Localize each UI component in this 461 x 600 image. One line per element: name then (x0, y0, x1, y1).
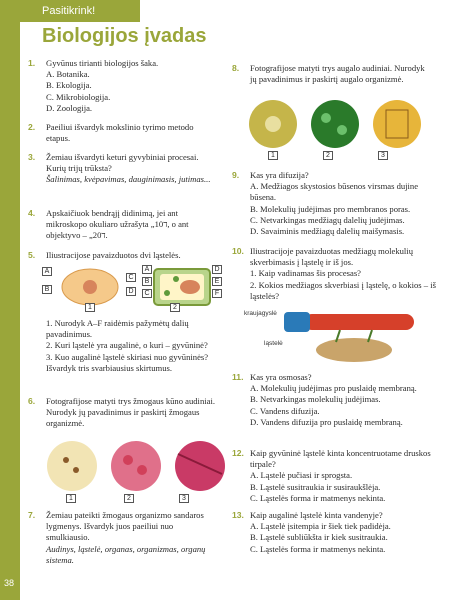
question-text: Fotografijose matyti trys augalo audiniai. Nurodyk jų pavadinimus ir paskirtį augalo organizmė. (250, 63, 425, 85)
question-text: Kaip gyvūninė ląstelė kinta koncentruotame druskos tirpale? (250, 448, 431, 470)
question-5-sub (28, 318, 218, 374)
option-c: C. Vandens difuzija. (250, 405, 320, 416)
question-8 (232, 63, 432, 85)
question-number: 11. (232, 372, 244, 382)
sub-question: 1. Kaip vadinamas šis procesas? (250, 268, 361, 279)
page-header (20, 0, 461, 54)
figure-number-1: 1 (85, 303, 95, 312)
label-c: C (126, 273, 136, 282)
label-b: B (42, 285, 52, 294)
figure-number-3: 3 (179, 494, 189, 503)
label-c2: C (142, 289, 152, 298)
label-d2: D (212, 265, 222, 274)
question-text: Iliustracijose pavaizduotos dvi ląstelės. (46, 250, 181, 260)
option-c: C. Netvarkingas medžiagų dalelių judėjimas. (250, 214, 405, 225)
label-d: D (126, 287, 136, 296)
question-number: 3. (28, 152, 36, 162)
question-text: Apskaičiuok bendrąjį didinimą, jei ant mikroskopo okuliaro užrašyta „10ד, o ant objektyvo – „20ד. (46, 208, 189, 241)
question-text: Žemiau pateikti žmogaus organizmo sandaros lygmenys. Išvardyk juos paeiliui nuo smulkiausio. (46, 510, 204, 543)
question-7 (28, 510, 218, 566)
option-b: B. Ląstelė subliūkšta ir kiek susitraukia. (250, 532, 388, 543)
figure-number-2: 2 (170, 303, 180, 312)
question-italic: Šalinimas, kvėpavimas, dauginimasis, jutimas... (46, 174, 211, 185)
question-2 (28, 122, 218, 144)
option-a: A. Molekulių judėjimas pro puslaidę membraną. (250, 383, 417, 394)
question-number: 10. (232, 246, 244, 256)
figure-number-2: 2 (323, 151, 333, 160)
question-4 (28, 208, 218, 242)
plant-tissue-photos (246, 98, 426, 150)
option-b: B. Molekulių judėjimas pro membranos poras. (250, 203, 411, 214)
option-d: D. Zoologija. (46, 102, 93, 113)
human-tissue-svg (44, 440, 234, 496)
question-13 (232, 510, 442, 555)
option-c: C. Mikrobiologija. (46, 91, 111, 102)
question-number: 5. (28, 250, 36, 260)
option-b: B. Ląstelė susitraukia ir susiraukšlėja. (250, 481, 381, 492)
header-tag: Pasitikrink! (42, 5, 96, 17)
sub-question: 1. Nurodyk A–F raidėmis pažymėtų dalių pavadinimus. (46, 318, 189, 340)
human-tissue-photos (44, 440, 234, 496)
figure-number-3: 3 (378, 151, 388, 160)
question-number: 12. (232, 448, 244, 458)
option-a: A. Ląstelė įsitempia ir šiek tiek padidėja. (250, 521, 391, 532)
plant-tissue-svg (246, 98, 426, 150)
option-a: A. Medžiagos skystosios būsenos virsmas dujine būsena. (250, 181, 419, 203)
question-text: Kas yra osmosas? (250, 372, 312, 382)
question-text: Žemiau išvardyti keturi gyvybiniai procesai. Kurių trijų trūksta? (46, 152, 199, 174)
option-c: C. Ląstelės forma ir matmenys nekinta. (250, 543, 386, 554)
question-5 (28, 250, 218, 261)
question-6 (28, 396, 218, 430)
question-number: 6. (28, 396, 36, 406)
option-a: A. Ląstelė pučiasi ir sprogsta. (250, 470, 353, 481)
label-f2: F (212, 289, 222, 298)
sub-question: 2. Kuri ląstelė yra augalinė, o kuri – gyvūninė? (46, 340, 208, 351)
question-number: 8. (232, 63, 240, 73)
page-sidebar (0, 0, 20, 600)
question-text: Paeiliui išvardyk mokslinio tyrimo metodo etapus. (46, 122, 194, 144)
option-d: D. Savaiminis medžiagų dalelių maišymasis. (250, 226, 405, 237)
question-number: 4. (28, 208, 36, 218)
label-b2: B (142, 277, 152, 286)
question-text: Gyvūnus tirianti biologijos šaka. (46, 58, 159, 68)
question-10 (232, 246, 442, 302)
blood-vessel-label: kraujagyslė (244, 310, 277, 317)
question-text: Kaip augalinė ląstelė kinta vandenyje? (250, 510, 383, 520)
question-9 (232, 170, 442, 237)
question-italic: Audinys, ląstelė, organas, organizmas, organų sistemа. (46, 543, 206, 565)
option-b: B. Netvarkingas molekulių judėjimas. (250, 394, 381, 405)
option-d: D. Vandens difuzija pro puslaidę membraną. (250, 416, 403, 427)
page-number: 38 (4, 578, 15, 588)
diffusion-figure (244, 306, 434, 368)
question-1 (28, 58, 218, 114)
option-b: B. Ekologija. (46, 80, 92, 91)
sub-question: 2. Kokios medžiagos skverbiasi į ląstelę, o kokios – iš ląstelės? (250, 279, 436, 301)
question-12 (232, 448, 442, 504)
page-title: Biologijos įvadas (42, 25, 207, 47)
question-text: Fotografijose matyti trys žmogaus kūno audiniai. Nurodyk jų pavadinimus ir paskirtį žmogaus organizmė. (46, 396, 215, 429)
label-e2: E (212, 277, 222, 286)
sub-question: 3. Kuo augalinė ląstelė skiriasi nuo gyvūninės? Išvardyk tris svarbiausius skirtumus. (46, 351, 209, 373)
cells-figure (42, 265, 222, 315)
question-text: Iliustracijoje pavaizduotas medžiagų molekulių skverbimasis į ląstelę ir iš jos. (250, 246, 413, 268)
cell-label: ląstelė (264, 340, 283, 347)
label-a2: A (142, 265, 152, 274)
question-text: Kas yra difuzija? (250, 170, 309, 180)
question-3 (28, 152, 218, 186)
figure-number-2: 2 (124, 494, 134, 503)
label-a: A (42, 267, 52, 276)
figure-number-1: 1 (268, 151, 278, 160)
question-number: 13. (232, 510, 244, 520)
option-c: C. Ląstelės forma ir matmenys nekinta. (250, 492, 386, 503)
question-number: 9. (232, 170, 240, 180)
question-11 (232, 372, 442, 428)
question-number: 1. (28, 58, 36, 68)
question-number: 7. (28, 510, 36, 520)
option-a: A. Botanika. (46, 69, 90, 80)
figure-number-1: 1 (66, 494, 76, 503)
question-number: 2. (28, 122, 36, 132)
